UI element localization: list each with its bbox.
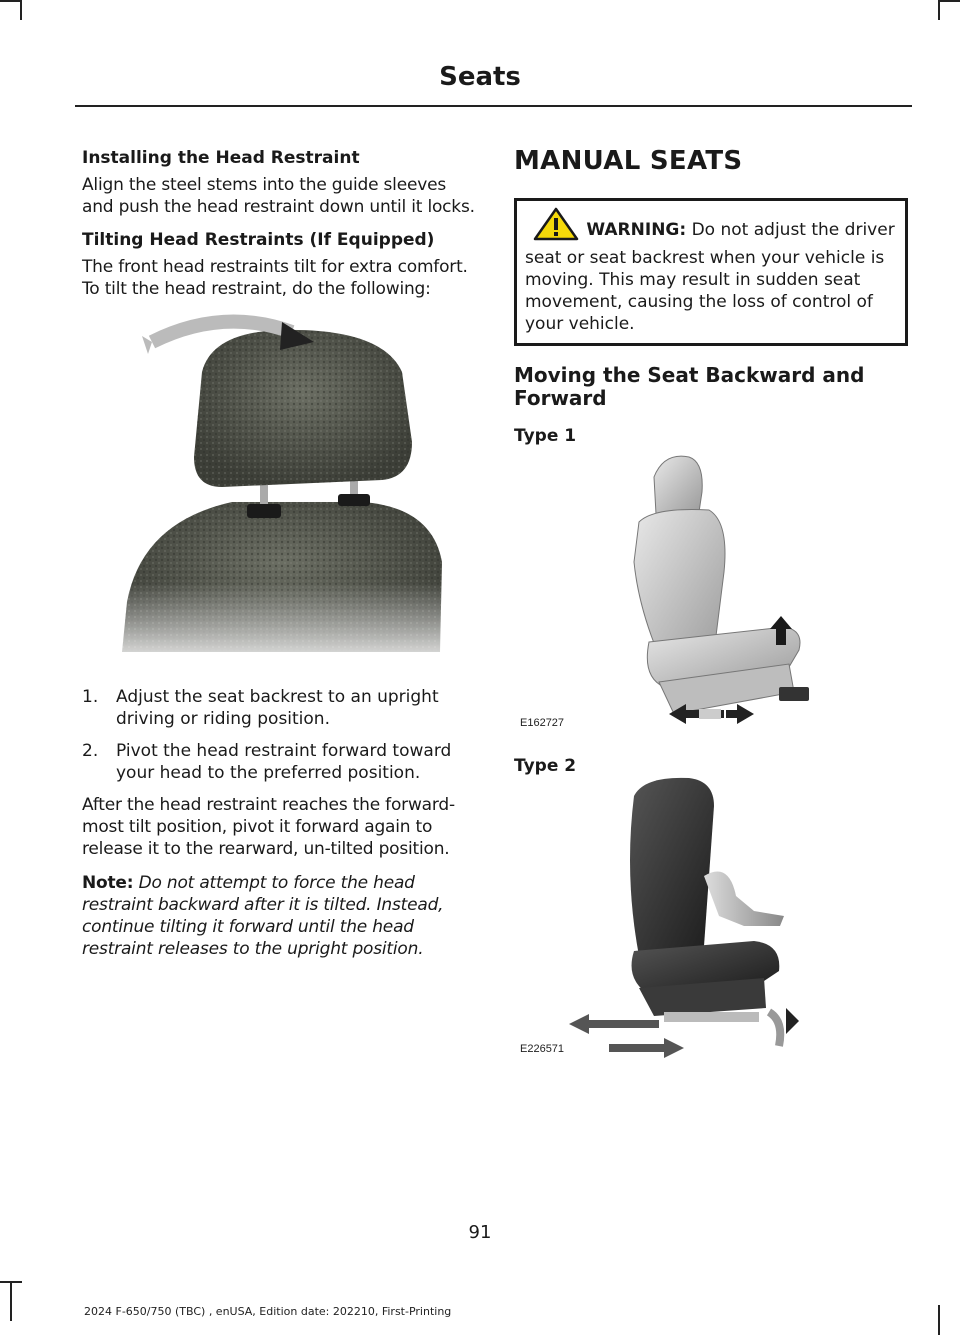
crop-mark xyxy=(20,0,22,20)
right-column xyxy=(514,140,909,1066)
warning-text: Do not adjust the driver seat or seat backrest when your vehicle is moving. This may result in sudden seat movement, causing the loss of control of your vehicle. xyxy=(525,220,895,334)
figure-code: E226571 xyxy=(520,1043,565,1055)
after-text: After the head restraint reaches the forward-most tilt position, pivot it forward again to release it to the rearward, un-tilted position. xyxy=(82,795,455,859)
header-divider xyxy=(75,105,912,107)
type2-seat-image xyxy=(514,776,909,1066)
note-text: Do not attempt to force the head restraint backward after it is tilted. Instead, continue tilting it forward until the head restraint releases to the upright position. xyxy=(82,873,444,959)
step-number: 1. xyxy=(82,687,99,707)
warning-label: WARNING: xyxy=(586,220,687,240)
list-item xyxy=(82,740,477,784)
note xyxy=(82,872,477,960)
manual-seats-heading: MANUAL SEATS xyxy=(514,146,743,176)
crop-mark xyxy=(938,0,940,20)
left-column xyxy=(82,140,477,972)
warning-icon xyxy=(533,207,579,247)
head-restraint-illustration xyxy=(82,312,477,672)
crop-mark xyxy=(0,0,22,2)
moving-heading: Moving the Seat Backward and Forward xyxy=(514,363,865,410)
type1-label: Type 1 xyxy=(514,426,577,446)
installing-text: Align the steel stems into the guide sleeves and push the head restraint down until it locks. xyxy=(82,175,475,217)
step-text: Adjust the seat backrest to an upright driving or riding position. xyxy=(116,687,439,729)
step-text: Pivot the head restraint forward toward your head to the preferred position. xyxy=(116,741,452,783)
tilting-heading: Tilting Head Restraints (If Equipped) xyxy=(82,230,435,250)
list-item xyxy=(82,686,477,730)
type1-seat-image xyxy=(514,452,909,742)
installing-heading: Installing the Head Restraint xyxy=(82,148,360,168)
crop-mark xyxy=(938,1305,940,1335)
type1-seat-illustration xyxy=(514,452,909,742)
crop-mark xyxy=(938,0,960,2)
tilting-text: The front head restraints tilt for extra comfort. To tilt the head restraint, do the following: xyxy=(82,257,468,299)
warning-box xyxy=(514,198,908,346)
note-label: Note: xyxy=(82,873,134,893)
step-number: 2. xyxy=(82,741,99,761)
type2-label: Type 2 xyxy=(514,756,577,776)
figure-code: E162727 xyxy=(520,717,565,729)
page-title: Seats xyxy=(439,62,521,92)
type2-seat-illustration xyxy=(514,776,909,1066)
head-restraint-image xyxy=(82,312,477,672)
steps-list xyxy=(82,686,477,784)
crop-mark xyxy=(10,1281,12,1321)
edition-footer: 2024 F-650/750 (TBC) , enUSA, Edition date: 202210, First-Printing xyxy=(84,1305,452,1318)
page-number: 91 xyxy=(468,1222,492,1243)
